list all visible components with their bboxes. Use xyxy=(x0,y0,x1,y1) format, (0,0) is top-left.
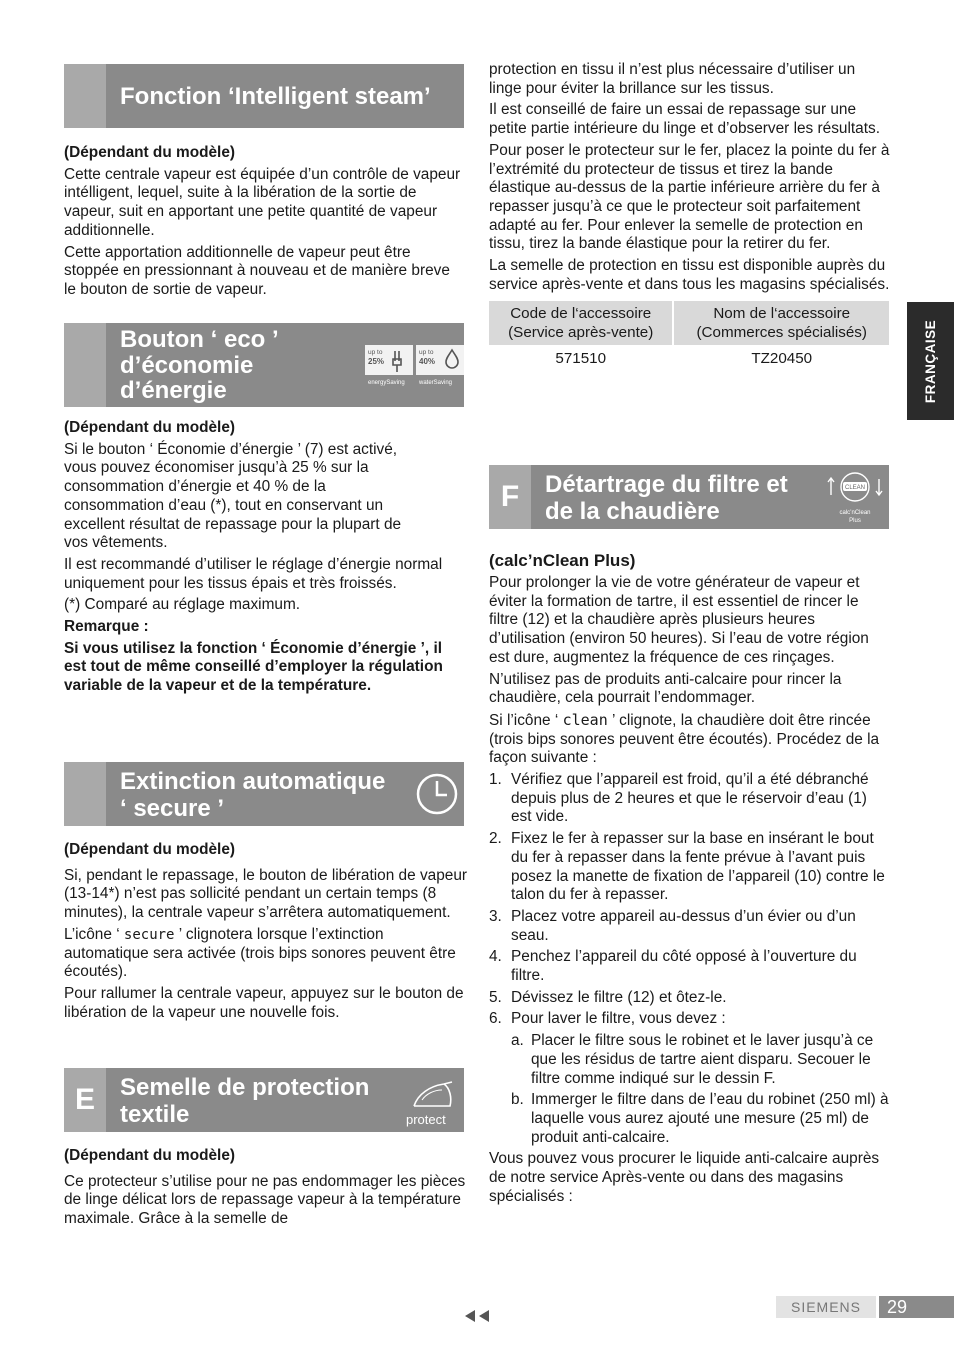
title-line: d’économie xyxy=(120,351,254,379)
icon-top-text: up to xyxy=(419,349,434,356)
paragraph: Si, pendant le repassage, le bouton de libération de vapeur (13-14*) n’est pas sollicité pendant un certain temps (8 minutes), la centrale vapeur s’arrêtera automatiquement. xyxy=(64,866,468,922)
table-row xyxy=(489,345,889,374)
section-tab: E xyxy=(64,1068,106,1132)
clock-icon xyxy=(415,772,459,816)
paragraph: protection en tissu il n’est plus nécessaire d’utiliser un linge pour éviter la brillance sur les tissus. xyxy=(489,61,856,97)
section-title xyxy=(120,327,279,404)
secure-display-icon: secure xyxy=(123,926,175,943)
page-number: 29 xyxy=(879,1296,954,1318)
substeps-list xyxy=(511,1032,891,1147)
section-title xyxy=(120,1074,369,1128)
list-item: 6. Pour laver le filtre, vous devez : a. Placer le filtre sous le robinet et le laver jusqu’à ce que les résidus de tartre aient disparu. Secouer le filtre comme indiqué sur le dessin F. b. Immerger le filtre dans de l’eau du robinet (250 ml) à laquelle vous aurez ajouté une mesure (25 ml) de produit anti-calcaire. xyxy=(489,1010,891,1147)
icon-label: energySaving xyxy=(368,380,405,386)
icon-label: calc’nClean xyxy=(839,510,871,516)
back-arrows-icon xyxy=(463,1309,491,1323)
title-line: Semelle de protection xyxy=(120,1074,370,1101)
model-note: (Dépendant du modèle) xyxy=(64,1147,236,1164)
paragraph: (*) Comparé au réglage maximum. xyxy=(64,596,301,614)
title-line: d’énergie xyxy=(120,377,227,404)
accessory-code: 571510 xyxy=(555,350,607,368)
text: Si l’icône ‘ xyxy=(489,711,563,729)
model-note: (Dépendant du modèle) xyxy=(64,841,236,858)
section-title xyxy=(120,768,385,822)
calc-clean-icon xyxy=(825,469,885,527)
paragraph: Il est conseillé de faire un essai de repassage sur une petite partie intérieure du linge et d’observer les résultats. xyxy=(489,101,880,138)
model-note: (Dépendant du modèle) xyxy=(64,419,236,436)
section-title xyxy=(545,471,788,525)
remark-label: Remarque : xyxy=(64,618,149,636)
paragraph: Ce protecteur s’utilise pour ne pas endommager les pièces de linge délicat lors de repassage vapeur à la température maximale. Grâce à la semelle de xyxy=(64,1172,466,1228)
section-title: Fonction ‘Intelligent steam’ xyxy=(120,83,431,110)
icon-label: waterSaving xyxy=(419,380,453,386)
water-saving-icon xyxy=(416,345,464,387)
paragraph: Il est recommandé d’utiliser le réglage d’énergie normal uniquement pour les tissus épais et très froissés. xyxy=(64,555,443,592)
section-tab xyxy=(64,762,106,826)
paragraph: N’utilisez pas de produits anti-calcaire pour rincer la chaudière, cela pourrait l’endommager. xyxy=(489,670,842,707)
section-body-eco xyxy=(64,419,466,699)
section-body-intelligent-steam xyxy=(64,144,466,303)
list-item: 5. Dévissez le filtre (12) et ôtez-le. xyxy=(489,988,727,1006)
paragraph: Si le bouton ‘ Économie d’énergie ’ (7) est activé, vous pouvez économiser jusqu’à 25 % sur la consommation d’énergie et 40 % de la consommation d’eau (*), tout en conservant un excellent résultat de repassage pour la plupart de vos vêtements. xyxy=(64,440,402,552)
remark-text: Si vous utilisez la fonction ‘ Économie d’énergie ’, il est tout de même conseillé d’employer la régulation variable de la vapeur et de la température. xyxy=(64,639,443,695)
section-tab: F xyxy=(489,465,531,529)
title-line: Bouton ‘ eco ’ xyxy=(120,326,279,353)
paragraph: Cette centrale vapeur est équipée d’un contrôle de vapeur intélligent, lequel, suite à la libération de la sortie de vapeur, suit en apportant une petite quantité de vapeur additionnelle. xyxy=(64,165,461,239)
text: L’icône ‘ xyxy=(64,925,124,943)
accessory-table xyxy=(487,301,891,374)
icon-value: 40% xyxy=(419,357,436,366)
language-label: FRANÇAISE xyxy=(923,319,939,403)
steps-list xyxy=(489,771,891,1147)
paragraph: Vous pouvez vous procurer le liquide anti-calcaire auprès de notre service Après-vente ou dans des magasins spécialisés : xyxy=(489,1150,880,1205)
section-tab xyxy=(64,64,106,128)
language-tab xyxy=(907,302,954,420)
icon-text: CLEAN xyxy=(844,485,866,491)
section-body-secure xyxy=(64,841,468,1025)
table-header-row xyxy=(489,301,889,345)
title-line: ‘ secure ’ xyxy=(120,795,225,822)
section-header-eco xyxy=(64,323,464,407)
paragraph: Pour rallumer la centrale vapeur, appuyez sur le bouton de libération de la vapeur une nouvelle fois. xyxy=(64,984,464,1021)
model-note: (calc’nClean Plus) xyxy=(489,551,636,570)
model-note: (Dépendant du modèle) xyxy=(64,144,236,161)
text: ’ clignote, la chaudière doit être rincée (trois bips sonores peuvent être écoutés). Procédez de la façon suivante : xyxy=(489,711,880,767)
list-item: 2. Fixez le fer à repasser sur la base en insérant le bout du fer à repasser dans la fente prévue à l’avant puis posez la manette de fixation de l’appareil (10) contre le talon du fer à repasser. xyxy=(489,830,885,904)
title-line: Détartrage du filtre et xyxy=(545,471,788,498)
iron-protect-icon xyxy=(404,1072,460,1128)
table-header-code: Code de l‘accessoire (Service après-vente) xyxy=(489,301,672,345)
paragraph: Cette apportation additionnelle de vapeur peut être stoppée en pressionnant à nouveau et de manière breve le bouton de sortie de vapeur. xyxy=(64,243,450,298)
icon-label: protect xyxy=(406,1112,446,1127)
section-header-secure xyxy=(64,762,464,826)
paragraph: Pour poser le protecteur sur le fer, placez la pointe du fer à l’extrémité du protecteur de tissus et tirez la bande élastique au-dessus de la partie inférieure arrière du fer à repasser jusqu’à ce que le protecteur soit parfaitement adapté au fer. Pour enlever la semelle de protection en tissu, tirez la bande élastique pour la retirer du fer. xyxy=(489,141,890,253)
section-header-intelligent-steam xyxy=(64,64,464,128)
list-item: 3. Placez votre appareil au-dessus d’un évier ou d’un seau. xyxy=(489,907,856,944)
paragraph xyxy=(489,711,891,768)
section-body-protect xyxy=(64,1147,468,1232)
text: ’ clignotera lorsque l’extinction automatique sera activée (trois bips sonores peuvent être écoutés). xyxy=(64,925,456,981)
title-line: de la chaudière xyxy=(545,498,720,525)
list-item: 4. Penchez l’appareil du côté opposé à l’ouverture du filtre. xyxy=(489,948,857,985)
list-item: b. Immerger le filtre dans de l’eau du robinet (250 ml) à laquelle vous aurez ajouté une mesure (25 ml) de produit anti-calcaire. xyxy=(511,1091,889,1146)
accessory-name: TZ20450 xyxy=(751,350,813,368)
title-line: Extinction automatique xyxy=(120,768,386,795)
title-line: textile xyxy=(120,1101,190,1128)
paragraph xyxy=(64,926,468,982)
paragraph: La semelle de protection en tissu est disponible auprès du service après-vente et dans tous les magasins spécialisés. xyxy=(489,257,890,293)
clean-display-icon: clean xyxy=(562,710,608,729)
section-header-descaling xyxy=(489,465,889,529)
icon-label: Plus xyxy=(849,518,861,524)
list-item: 1. Vérifiez que l’appareil est froid, qu’il a été débranché depuis plus de 2 heures et que le réservoir d’eau (1) est vide. xyxy=(489,771,869,826)
icon-top-text: up to xyxy=(368,349,383,356)
footer-brand: SIEMENS xyxy=(776,1296,876,1318)
energy-saving-icon xyxy=(365,345,413,387)
section-header-protect xyxy=(64,1068,464,1132)
paragraph: Pour prolonger la vie de votre générateur de vapeur et éviter la formation de tartre, il est essentiel de rincer le filtre (12) et la chaudière après plusieurs heures d’utilisation (environ 50 heures). Si l’eau de votre région est dure, augmentez la fréquence de ces rinçages. xyxy=(489,574,869,666)
icon-value: 25% xyxy=(368,357,385,366)
right-column-top xyxy=(489,61,891,374)
section-tab xyxy=(64,323,106,407)
section-body-descaling xyxy=(489,551,891,1210)
table-header-name: Nom de l‘accessoire (Commerces spécialisés) xyxy=(674,301,889,345)
list-item: a. Placer le filtre sous le robinet et le laver jusqu’à ce que les résidus de tartre aient disparu. Secouer le filtre comme indiqué sur le dessin F. xyxy=(511,1032,874,1087)
